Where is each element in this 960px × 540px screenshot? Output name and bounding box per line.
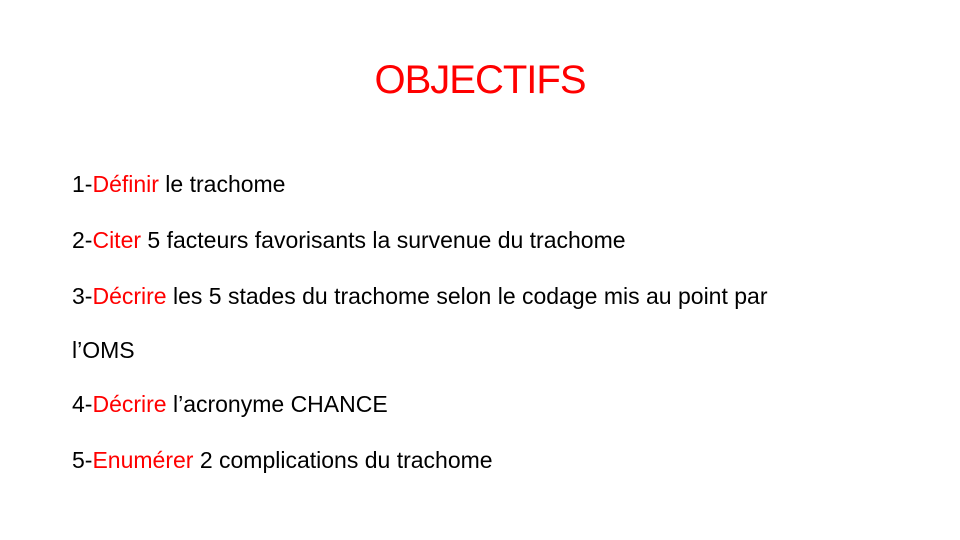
objective-item-1 xyxy=(72,156,912,212)
objective-verb: Décrire xyxy=(92,391,167,417)
objective-text: les 5 stades du trachome selon le codage mis au point par xyxy=(166,283,768,309)
objective-verb: Définir xyxy=(92,171,159,197)
objective-item-5 xyxy=(72,432,912,488)
objectives-list xyxy=(72,156,912,488)
objective-item-3 xyxy=(72,268,912,376)
objective-verb: Enumérer xyxy=(92,447,194,473)
objective-number: 4- xyxy=(72,391,93,417)
objective-text: 5 facteurs favorisants la survenue du trachome xyxy=(141,227,626,253)
objective-text: l’acronyme CHANCE xyxy=(166,391,388,417)
objective-item-2 xyxy=(72,212,912,268)
objective-text: le trachome xyxy=(158,171,286,197)
objective-number: 1- xyxy=(72,171,93,197)
objective-number: 5- xyxy=(72,447,93,473)
objective-text: 2 complications du trachome xyxy=(193,447,493,473)
objective-item-4 xyxy=(72,376,912,432)
objective-verb: Décrire xyxy=(92,283,167,309)
objective-number: 3- xyxy=(72,283,93,309)
slide-title xyxy=(0,50,960,110)
objective-text-continued: l’OMS xyxy=(72,337,135,363)
objective-number: 2- xyxy=(72,227,93,253)
slide-title-text: OBJECTIFS xyxy=(374,58,586,102)
objective-verb: Citer xyxy=(92,227,142,253)
